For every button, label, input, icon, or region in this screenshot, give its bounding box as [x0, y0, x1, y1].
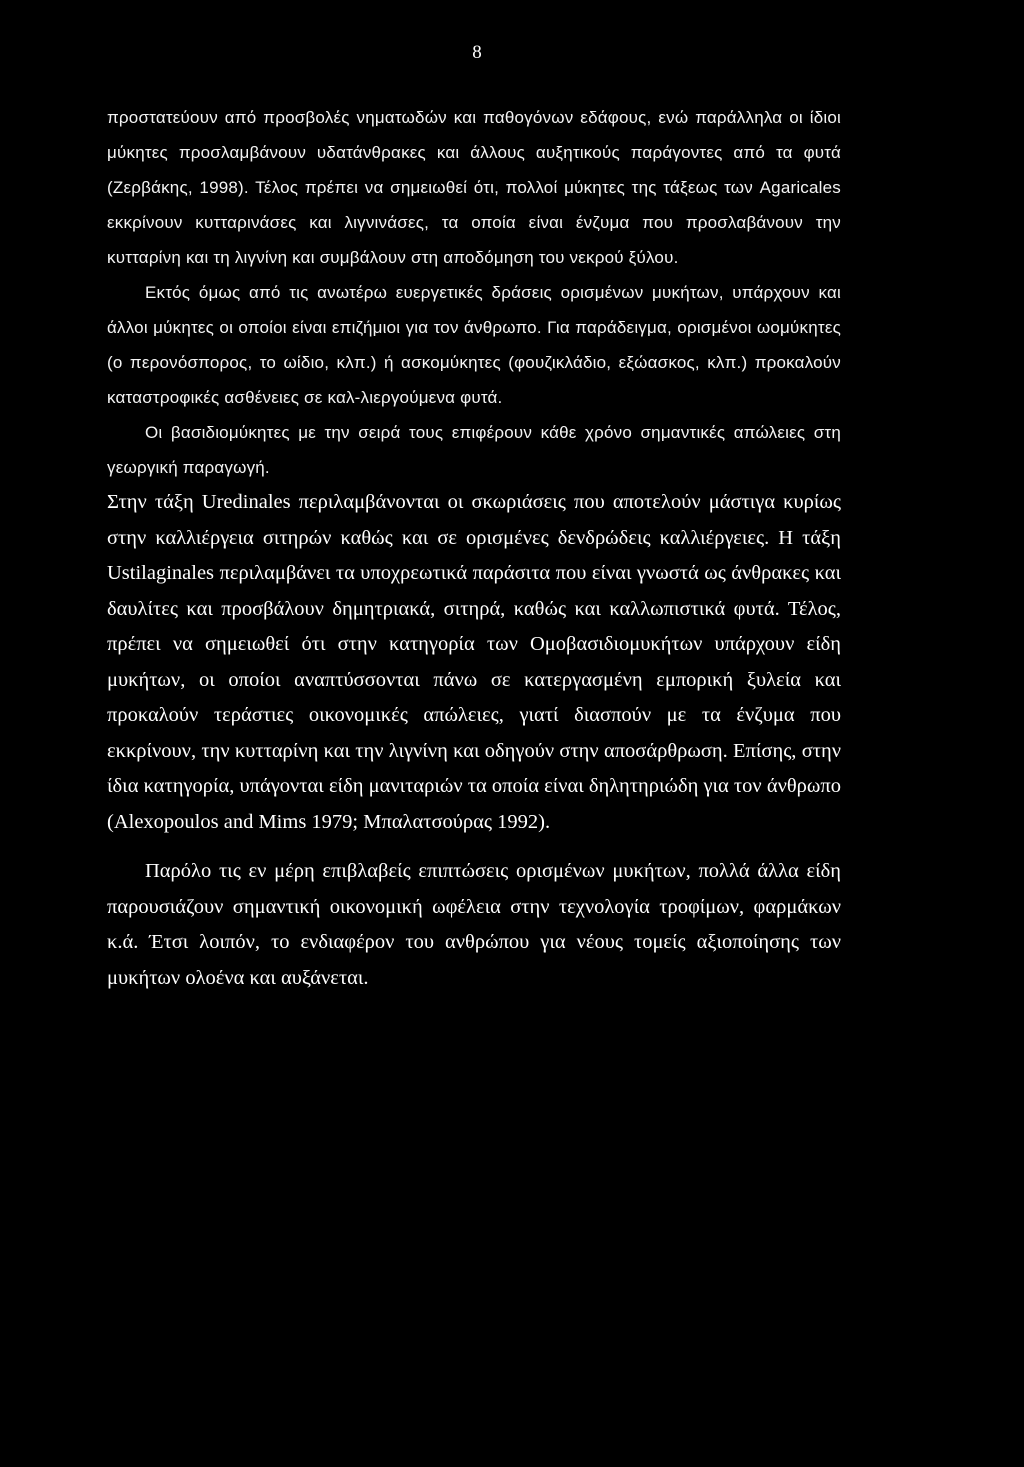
paragraph-1: προστατεύουν από προσβολές νηματωδών και παθογόνων εδάφους, ενώ παράλληλα οι ίδιοι μύκητες προσλαμβάνουν υδατάνθρακες και άλλους αυξητικούς παράγοντες από τα φυτά (Ζερβάκης, 1998). Τέλος πρέπει να σημειωθεί ότι, πολλοί μύκητες της τάξεως των Agaricales εκκρίνουν κυτταρινάσες και λιγνινάσες, τα οποία είναι ένζυμα που προσλαβάνουν την κυτταρίνη και τη λιγνίνη και συμβάλουν στη αποδόμηση του νεκρού ξύλου. [107, 108, 841, 267]
paragraph-3: Οι βασιδιομύκητες με την σειρά τους επιφέρουν κάθε χρόνο σημαντικές απώλειες στη γεωργική παραγωγή. [107, 423, 841, 477]
paragraph-4: Στην τάξη Uredinales περιλαμβάνονται οι σκωριάσεις που αποτελούν μάστιγα κυρίως στην καλλιέργεια σιτηρών καθώς και σε ορισμένες δενδρώδεις καλλιέργειες. Η τάξη Ustilaginales περιλαμβάνει τα υποχρεωτικά παράσιτα που είναι γνωστά ως άνθρακες και δαυλίτες και προσβάλουν δημητριακά, σιτηρά, καθώς και καλλωπιστικά φυτά. Τέλος, πρέπει να σημειωθεί ότι στην κατηγορία των Ομοβασιδιομυκήτων υπάρχουν είδη μυκήτων, οι οποίοι αναπτύσσονται πάνω σε κατεργασμένη εμπορική ξυλεία και προκαλούν τεράστιες οικονομικές απώλειες, γιατί διασπούν με τα ένζυμα που εκκρίνουν, την κυτταρίνη και την λιγνίνη και οδηγούν στην αποσάρθρωση. Επίσης, στην ίδια κατηγορία, υπάγονται είδη μανιταριών τα οποία είναι δηλητηριώδη για τον άνθρωπο (Alexopoulos and Mims 1979; Μπαλατσούρας 1992). [107, 491, 841, 833]
paragraph-5: Παρόλο τις εν μέρη επιβλαβείς επιπτώσεις ορισμένων μυκήτων, πολλά άλλα είδη παρουσιάζουν σημαντική οικονομική ωφέλεια στην τεχνολογία τροφίμων, φαρμάκων κ.ά. Έτσι λοιπόν, το ενδιαφέρον του ανθρώπου για νέους τομείς αξιοποίησης των μυκήτων ολοένα και αυξάνεται. [107, 860, 841, 989]
page-number: 8 [472, 42, 482, 63]
paragraph-2: Εκτός όμως από τις ανωτέρω ευεργετικές δράσεις ορισμένων μυκήτων, υπάρχουν και άλλοι μύκητες οι οποίοι είναι επιζήμιοι για τον άνθρωπο. Για παράδειγμα, ορισμένοι ωομύκητες (ο περονόσπορος, το ωίδιο, κλπ.) ή ασκομύκητες (φουζικλάδιο, εξώασκος, κλπ.) προκαλούν καταστροφικές ασθένειες σε καλ-λιεργούμενα φυτά. [107, 283, 841, 407]
document-body [107, 100, 841, 996]
